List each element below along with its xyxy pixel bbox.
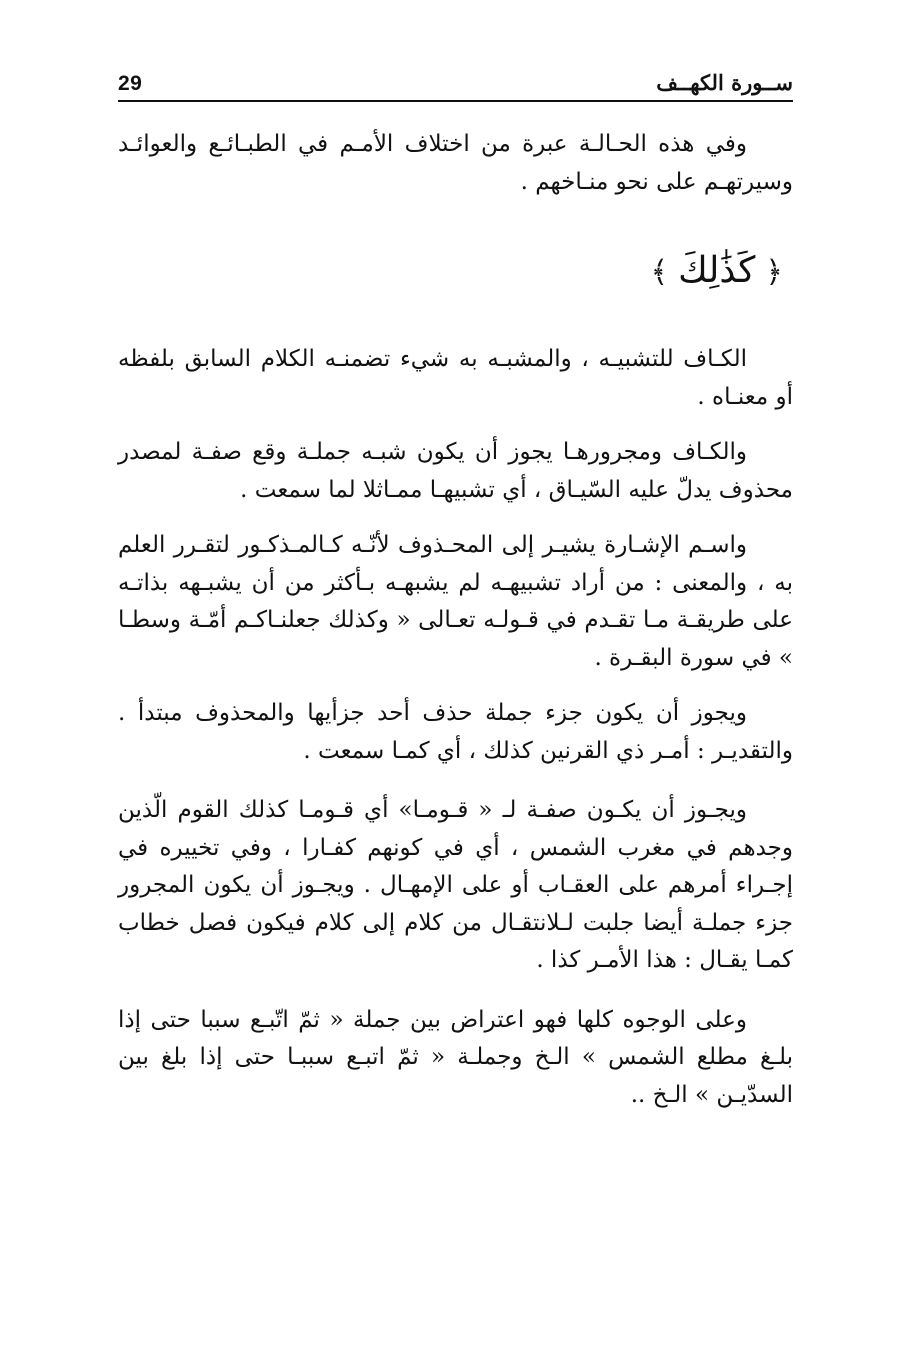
running-title: ســورة الكهــف xyxy=(656,70,793,95)
paragraph: ويجوز أن يكون جزء جملة حذف أحد جزأيها والمحذوف مبتدأ . والتقديـر : أمـر ذي القرنين كذلك ، أي كمـا سمعت . xyxy=(118,700,793,764)
paragraph: واسـم الإشـارة يشيـر إلى المحـذوف لأنّـه كـالمـذكـور لتقـرر العلم به ، والمعنى : من أراد تشبيهـه لم يشبهـه بـأكثر من أن يشبـهه بذاتـه على طريقـة مـا تقـدم في قـولـه تعـالى « وكذلك جعلنـاكـم أمّـة وسطـا » في سورة البقـرة . xyxy=(118,532,793,671)
heading-word: كَذَٰلِكَ xyxy=(678,250,756,291)
paragraph: وعلى الوجوه كلها فهو اعتراض بين جملة « ثمّ اتّبـع سببا حتى إذا بلـغ مطلع الشمس » الـخ وجملـة « ثمّ اتبـع سببـا حتى إذا بلغ بين السدّيـن » الـخ .. xyxy=(118,1006,793,1108)
section-heading xyxy=(118,241,793,303)
paragraph: والكـاف ومجرورهـا يجوز أن يكون شبـه جملـة وقع صفـة لمصدر محذوف يدلّ عليه السّيـاق ، أي تشبيهـا ممـاثلا لما سمعت . xyxy=(118,439,793,503)
paragraph: الكـاف للتشبيـه ، والمشبـه به شيء تضمنـه الكلام السابق بلفظه أو معنـاه . xyxy=(118,346,793,410)
heading-bracket-close: ﴾ xyxy=(650,255,669,290)
header-rule xyxy=(118,100,793,102)
paragraph: ويجـوز أن يكـون صفـة لـ « قـومـا» أي قـومـا كذلك القوم الّذين وجدهم في مغرب الشمس ، أي في كونهم كفـارا ، وفي تخييره في إجـراء أمرهم على العقـاب أو على الإمهـال . ويجـوز أن يكون المجرور جزء جملـة أيضا جلبت لـلانتقـال من كلام إلى كلام فيكون فصل خطاب كمـا يقـال : هذا الأمـر كذا . xyxy=(118,797,793,973)
heading-bracket-open: ﴿ xyxy=(765,255,783,290)
opening-paragraph: وفي هذه الحـالـة عبرة من اختلاف الأمـم في الطبـائـع والعوائـد وسيرتهـم على نحو منـاخهم . xyxy=(118,131,793,195)
paragraph-spacer xyxy=(118,416,793,434)
page-body xyxy=(118,126,793,1114)
paragraph-spacer xyxy=(118,677,793,695)
page-number: 29 xyxy=(118,72,143,95)
paragraph-spacer xyxy=(118,980,793,1002)
paragraph-spacer xyxy=(118,770,793,792)
page-header xyxy=(118,70,793,104)
paragraph-spacer xyxy=(118,509,793,527)
